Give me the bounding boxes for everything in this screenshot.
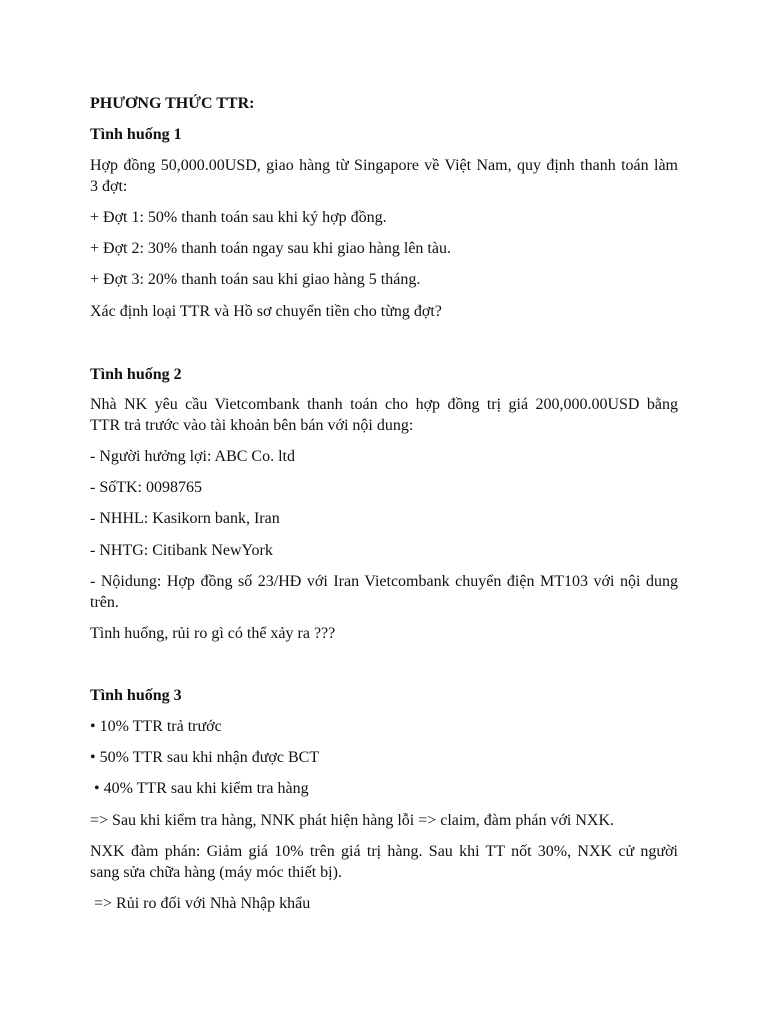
case2-item: - SốTK: 0098765 [90,479,202,496]
case3-result: => Sau khi kiểm tra hàng, NNK phát hiện hàng lỗi => claim, đàm phán với NXK. [90,812,615,829]
case2-heading: Tình huống 2 [90,366,182,383]
case2-intro-line2: TTR trả trước vào tài khoản bên bán với nội dung: [90,417,414,434]
case3-risk: => Rủi ro đối với Nhà Nhập khẩu [90,895,311,912]
case1-item: + Đợt 3: 20% thanh toán sau khi giao hàng 5 tháng. [90,271,421,288]
case1-heading: Tình huống 1 [90,126,182,143]
case2-intro-line1: Nhà NK yêu cầu Vietcombank thanh toán cho hợp đồng trị giá 200,000.00USD bằng [90,396,678,413]
case1-intro-line1: Hợp đồng 50,000.00USD, giao hàng từ Singapore về Việt Nam, quy định thanh toán làm [90,157,678,174]
case3-item: • 40% TTR sau khi kiểm tra hàng [90,780,309,797]
case2-item: - NHHL: Kasikorn bank, Iran [90,510,280,527]
case3-negotiation-line2: sang sửa chữa hàng (máy móc thiết bị). [90,864,342,881]
case1-intro-line2: 3 đợt: [90,178,128,195]
case3-heading: Tình huống 3 [90,687,182,704]
case1-item: + Đợt 1: 50% thanh toán sau khi ký hợp đồng. [90,209,387,226]
case2-content-line2: trên. [90,594,119,611]
case2-question: Tình huống, rủi ro gì có thể xảy ra ??? [90,625,336,642]
case3-item: • 50% TTR sau khi nhận được BCT [90,749,320,766]
case3-item: • 10% TTR trả trước [90,718,222,735]
case2-item: - NHTG: Citibank NewYork [90,542,273,559]
case2-content-line1: - Nộidung: Hợp đồng số 23/HĐ với Iran Vietcombank chuyển điện MT103 với nội dung [90,573,678,590]
case2-item: - Người hưởng lợi: ABC Co. ltd [90,448,295,465]
case1-item: + Đợt 2: 30% thanh toán ngay sau khi giao hàng lên tàu. [90,240,451,257]
case3-negotiation-line1: NXK đàm phán: Giảm giá 10% trên giá trị hàng. Sau khi TT nốt 30%, NXK cử người [90,843,678,860]
case1-question: Xác định loại TTR và Hồ sơ chuyển tiền cho từng đợt? [90,303,442,320]
document-title: PHƯƠNG THỨC TTR: [90,95,255,112]
